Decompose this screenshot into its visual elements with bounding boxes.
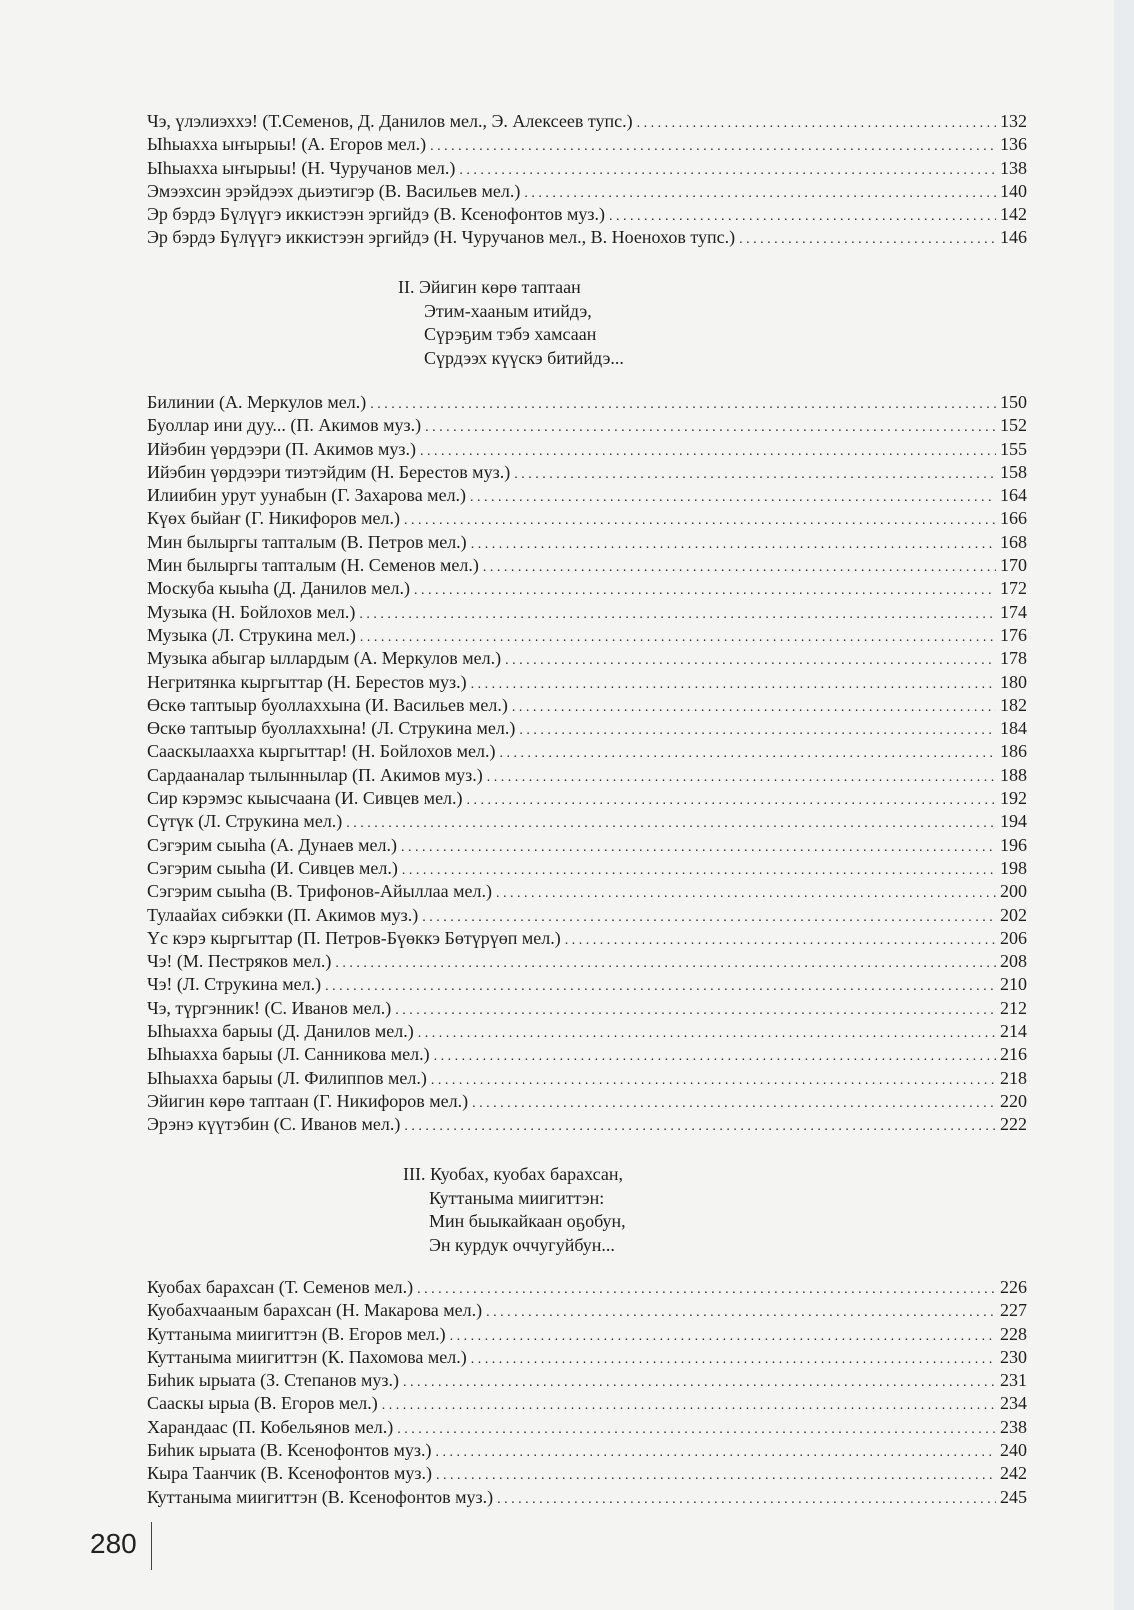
dot-leader [360, 626, 996, 649]
toc-entry [147, 904, 1027, 927]
dot-leader [505, 649, 996, 672]
toc-entry-title: Ыһыаххa барыы (Л. Санникова мел.) [147, 1044, 430, 1065]
toc-entry [147, 764, 1027, 787]
toc-entry-title: Ийэбин үөрдээри (П. Акимов муз.) [147, 438, 416, 459]
toc-entry-page: 240 [1000, 1440, 1027, 1461]
toc-entry-page: 168 [1000, 531, 1027, 552]
toc-entry [147, 438, 1027, 461]
dot-leader [565, 929, 996, 952]
toc-section-2-entries [147, 391, 1027, 1137]
toc-entry [147, 203, 1027, 226]
dot-leader [325, 975, 996, 998]
toc-entry-title: Ийэбин үөрдээри тиэтэйдим (Н. Берестов муз.) [147, 461, 511, 482]
toc-entry-title: Үс кэрэ кыргыттар (П. Петров-Бүөккэ Бөтүрүөп мел.) [147, 927, 561, 948]
toc-entry-title: Ыһыаххa ыҥырыы! (Н. Чуручанов мел.) [147, 157, 456, 178]
dot-leader [483, 556, 996, 579]
epigraph-line: Сүрэҕим тэбэ хамсаан [424, 324, 597, 344]
dot-leader [404, 1115, 996, 1138]
dot-leader [499, 742, 996, 765]
toc-entry-page: 202 [1000, 904, 1027, 925]
dot-leader [382, 1394, 996, 1417]
epigraph-line: Этим-хааным итийдэ, [424, 300, 592, 321]
toc-entry-page: 212 [1000, 997, 1027, 1018]
toc-entry-page: 220 [1000, 1090, 1027, 1111]
dot-leader [430, 135, 996, 158]
toc-entry-page: 198 [1000, 857, 1027, 878]
toc-entry-title: Сааскы ырыа (В. Егоров мел.) [147, 1393, 378, 1414]
toc-entry [147, 1090, 1027, 1113]
toc-entry-title: Харандаас (П. Кобельянов мел.) [147, 1416, 394, 1437]
section-3-epigraph [403, 1163, 626, 1257]
toc-entry-page: 178 [1000, 648, 1027, 669]
dot-leader [514, 463, 996, 486]
dot-leader [335, 952, 996, 975]
toc-entry [147, 1067, 1027, 1090]
toc-entry-title: Куттаныма миигиттэн (В. Ксенофонтов муз.) [147, 1486, 494, 1507]
toc-entry-page: 152 [1000, 415, 1027, 436]
toc-entry-title: Чэ, үлэлиэххэ! (Т.Семенов, Д. Данилов мел., Э. Алексеев тупс.) [147, 111, 633, 131]
toc-entry [147, 414, 1027, 437]
toc-entry [147, 461, 1027, 484]
toc-entry [147, 880, 1027, 903]
toc-entry-page: 188 [1000, 764, 1027, 785]
toc-entry-title: Музыка абыгар ыллардым (А. Меркулов мел.) [147, 648, 502, 669]
toc-entry-title: Эйигин көрө таптаан (Г. Никифоров мел.) [147, 1090, 469, 1111]
toc-entry [147, 601, 1027, 624]
toc-entry [147, 834, 1027, 857]
toc-entry-page: 186 [1000, 741, 1027, 762]
toc-entry [147, 531, 1027, 554]
dot-leader [472, 1092, 996, 1115]
toc-entry [147, 997, 1027, 1020]
toc-entry-page: 218 [1000, 1067, 1027, 1088]
page-number-rule [151, 1522, 152, 1570]
dot-leader [496, 882, 996, 905]
toc-entry-title: Куттаныма миигиттэн (В. Егоров мел.) [147, 1323, 446, 1344]
toc-entry [147, 671, 1027, 694]
toc-entry [147, 624, 1027, 647]
dot-leader [467, 789, 996, 812]
toc-entry-page: 222 [1000, 1114, 1027, 1135]
toc-entry-title: Эр бэрдэ Бүлүүгэ иккистээн эргийдэ (Н. Чуручанов мел., В. Ноенохов тупс.) [147, 227, 736, 248]
toc-entry-title: Күөх быйаҥ (Г. Никифоров мел.) [147, 508, 400, 529]
toc-entry-title: Сааскылаахха кыргыттар! (Н. Бойлохов мел.) [147, 741, 496, 762]
toc-entry-title: Чэ! (Л. Струкина мел.) [147, 974, 322, 995]
dot-leader [414, 579, 996, 602]
toc-entry-page: 216 [1000, 1044, 1027, 1065]
epigraph-line: Мин быыкайкаан оҕобун, [429, 1211, 626, 1231]
toc-entry [147, 577, 1027, 600]
toc-entry-title: Ыһыаххa ыҥырыы! (А. Егоров мел.) [147, 134, 427, 155]
toc-entry-page: 136 [1000, 134, 1027, 155]
dot-leader [436, 1464, 996, 1487]
toc-entry-page: 194 [1000, 811, 1027, 832]
toc-entry [147, 1323, 1027, 1346]
toc-entry-title: Мин былыргы тапталым (В. Петров мел.) [147, 531, 467, 552]
toc-entry [147, 694, 1027, 717]
toc-entry-title: Ыһыаххa барыы (Л. Филиппов мел.) [147, 1067, 427, 1088]
toc-entry-title: Эр бэрдэ Бүлүүгэ иккистээн эргийдэ (В. Ксенофонтов муз.) [147, 204, 605, 225]
dot-leader [397, 1418, 996, 1441]
toc-entry-title: Өскө таптыыр буоллаххына! (Л. Струкина мел.) [147, 718, 516, 739]
toc-entry-page: 227 [1000, 1300, 1027, 1321]
toc-entry-title: Музыка (Л. Струкина мел.) [147, 624, 356, 645]
epigraph-line: Куттаныма миигиттэн: [429, 1187, 605, 1208]
toc-entry-page: 182 [1000, 694, 1027, 715]
toc-entry [147, 507, 1027, 530]
epigraph-line: III. Куобах, куобах барахсан, [403, 1164, 623, 1184]
toc-entry-page: 245 [1000, 1486, 1027, 1507]
dot-leader [497, 1488, 996, 1511]
toc-entry [147, 180, 1027, 203]
toc-entry [147, 1020, 1027, 1043]
toc-entry-page: 138 [1000, 157, 1027, 178]
dot-leader [450, 1325, 996, 1348]
toc-entry-page: 164 [1000, 485, 1027, 506]
toc-entry-page: 231 [1000, 1370, 1027, 1391]
toc-entry-title: Биһик ырыата (З. Степанов муз.) [147, 1370, 400, 1391]
toc-entry-title: Өскө таптыыр буоллаххына (И. Васильев мел.) [147, 694, 508, 715]
toc-entry-page: 166 [1000, 508, 1027, 529]
dot-leader [395, 999, 996, 1022]
toc-entry [147, 950, 1027, 973]
toc-entry-title: Илиибин урут уунабын (Г. Захарова мел.) [147, 485, 467, 506]
toc-entry-title: Сэгэрим сыыһа (А. Дунаев мел.) [147, 834, 397, 855]
epigraph-line: Эн курдук оччугуйбун... [429, 1234, 615, 1255]
toc-entry-page: 158 [1000, 461, 1027, 482]
toc-entry-page: 214 [1000, 1021, 1027, 1042]
epigraph-line: Сүрдээх күүскэ битийдэ... [424, 347, 624, 368]
toc-entry [147, 810, 1027, 833]
toc-entry [147, 554, 1027, 577]
dot-leader [471, 673, 996, 696]
toc-entry [147, 1392, 1027, 1415]
dot-leader [401, 836, 996, 859]
toc-entry-page: 142 [1000, 204, 1027, 225]
toc-entry-page: 238 [1000, 1416, 1027, 1437]
dot-leader [420, 440, 996, 463]
toc-entry [147, 1369, 1027, 1392]
toc-entry-title: Чэ, түргэнник! (С. Иванов мел.) [147, 997, 392, 1018]
toc-entry-title: Москуба кыыһа (Д. Данилов мел.) [147, 578, 410, 599]
toc-entry-page: 170 [1000, 555, 1027, 576]
dot-leader [459, 159, 996, 182]
dot-leader [359, 603, 996, 626]
toc-entry [147, 1439, 1027, 1462]
toc-entry [147, 740, 1027, 763]
toc-section-1-entries [147, 110, 1027, 250]
dot-leader [425, 416, 996, 439]
toc-entry-title: Тулаайах сибэкки (П. Акимов муз.) [147, 904, 419, 925]
toc-entry-page: 150 [1000, 392, 1027, 412]
toc-entry-title: Сардааналар тылыннылар (П. Акимов муз.) [147, 764, 483, 785]
toc-entry-title: Куттаныма миигиттэн (К. Пахомова мел.) [147, 1346, 467, 1367]
toc-entry [147, 226, 1027, 249]
page-number: 280 [90, 1528, 137, 1559]
dot-leader [524, 182, 996, 205]
toc-entry [147, 133, 1027, 156]
section-2-epigraph [398, 276, 624, 370]
toc-entry [147, 647, 1027, 670]
toc-entry [147, 157, 1027, 180]
dot-leader [519, 719, 996, 742]
toc-entry [147, 1486, 1027, 1509]
toc-entry-title: Сэгэрим сыыһа (В. Трифонов-Айыллаа мел.) [147, 881, 493, 902]
toc-entry-page: 206 [1000, 927, 1027, 948]
toc-entry-title: Ыһыаххa барыы (Д. Данилов мел.) [147, 1021, 414, 1042]
toc-entry-title: Куобах барахсан (Т. Семенов мел.) [147, 1277, 414, 1297]
toc-entry [147, 1276, 1027, 1299]
toc-entry-page: 155 [1000, 438, 1027, 459]
dot-leader [487, 766, 996, 789]
toc-entry-page: 234 [1000, 1393, 1027, 1414]
dot-leader [512, 696, 996, 719]
dot-leader [403, 1371, 996, 1394]
toc-entry-title: Музыка (Н. Бойлохов мел.) [147, 601, 356, 622]
toc-entry [147, 973, 1027, 996]
toc-entry [147, 110, 1027, 133]
toc-entry-title: Сүтүк (Л. Струкина мел.) [147, 811, 343, 832]
toc-entry-title: Кыра Таанчик (В. Ксенофонтов муз.) [147, 1463, 432, 1484]
dot-leader [434, 1045, 996, 1068]
toc-entry-title: Куобахчааным барахсан (Н. Макарова мел.) [147, 1300, 483, 1321]
toc-entry-page: 230 [1000, 1346, 1027, 1367]
dot-leader [471, 533, 996, 556]
dot-leader [431, 1069, 996, 1092]
toc-entry-page: 174 [1000, 601, 1027, 622]
epigraph-line: II. Эйигин көрө таптаан [398, 277, 581, 297]
toc-entry [147, 1113, 1027, 1136]
toc-entry [147, 717, 1027, 740]
toc-entry-title: Эмээхсин эрэйдээх дьиэтигэр (В. Васильев мел.) [147, 180, 521, 201]
toc-entry-page: 172 [1000, 578, 1027, 599]
toc-entry-title: Сир кэрэмэс кыысчаана (И. Сивцев мел.) [147, 788, 463, 809]
toc-entry-title: Негритянка кыргыттар (Н. Берестов муз.) [147, 671, 467, 692]
toc-entry-page: 184 [1000, 718, 1027, 739]
toc-entry [147, 1346, 1027, 1369]
dot-leader [435, 1441, 996, 1464]
dot-leader [739, 228, 996, 251]
toc-entry-title: Чэ! (М. Пестряков мел.) [147, 951, 332, 972]
dot-leader [486, 1301, 996, 1324]
toc-entry [147, 1043, 1027, 1066]
dot-leader [637, 112, 996, 135]
toc-entry-title: Буоллар ини дуу... (П. Акимов муз.) [147, 415, 422, 436]
toc-entry-page: 196 [1000, 834, 1027, 855]
page-edge [1114, 0, 1134, 1610]
toc-entry [147, 484, 1027, 507]
dot-leader [422, 906, 996, 929]
dot-leader [609, 205, 996, 228]
toc-section-3-entries [147, 1276, 1027, 1509]
toc-entry [147, 927, 1027, 950]
dot-leader [346, 812, 996, 835]
toc-entry [147, 1416, 1027, 1439]
toc-entry-page: 208 [1000, 951, 1027, 972]
toc-entry-page: 228 [1000, 1323, 1027, 1344]
toc-entry-title: Эрэнэ күүтэбин (С. Иванов мел.) [147, 1114, 401, 1135]
toc-entry-page: 140 [1000, 180, 1027, 201]
toc-entry-title: Биһик ырыата (В. Ксенофонтов муз.) [147, 1440, 432, 1461]
toc-entry-page: 242 [1000, 1463, 1027, 1484]
dot-leader [402, 859, 996, 882]
dot-leader [370, 393, 996, 416]
dot-leader [471, 1348, 996, 1371]
toc-entry [147, 1299, 1027, 1322]
toc-entry [147, 857, 1027, 880]
dot-leader [404, 509, 996, 532]
toc-entry-page: 180 [1000, 671, 1027, 692]
toc-entry-page: 210 [1000, 974, 1027, 995]
toc-entry [147, 787, 1027, 810]
toc-entry [147, 391, 1027, 414]
toc-entry-page: 146 [1000, 227, 1027, 248]
dot-leader [418, 1022, 996, 1045]
toc-entry-page: 132 [1000, 111, 1027, 131]
toc-entry-title: Сэгэрим сыыһа (И. Сивцев мел.) [147, 857, 398, 878]
toc-entry-page: 176 [1000, 624, 1027, 645]
toc-entry-page: 226 [1000, 1277, 1027, 1297]
toc-entry-page: 192 [1000, 788, 1027, 809]
toc-entry [147, 1462, 1027, 1485]
dot-leader [470, 486, 996, 509]
dot-leader [417, 1278, 996, 1301]
toc-entry-title: Мин былыргы тапталым (Н. Семенов мел.) [147, 555, 479, 576]
toc-entry-title: Билинии (А. Меркулов мел.) [147, 392, 367, 412]
toc-entry-page: 200 [1000, 881, 1027, 902]
